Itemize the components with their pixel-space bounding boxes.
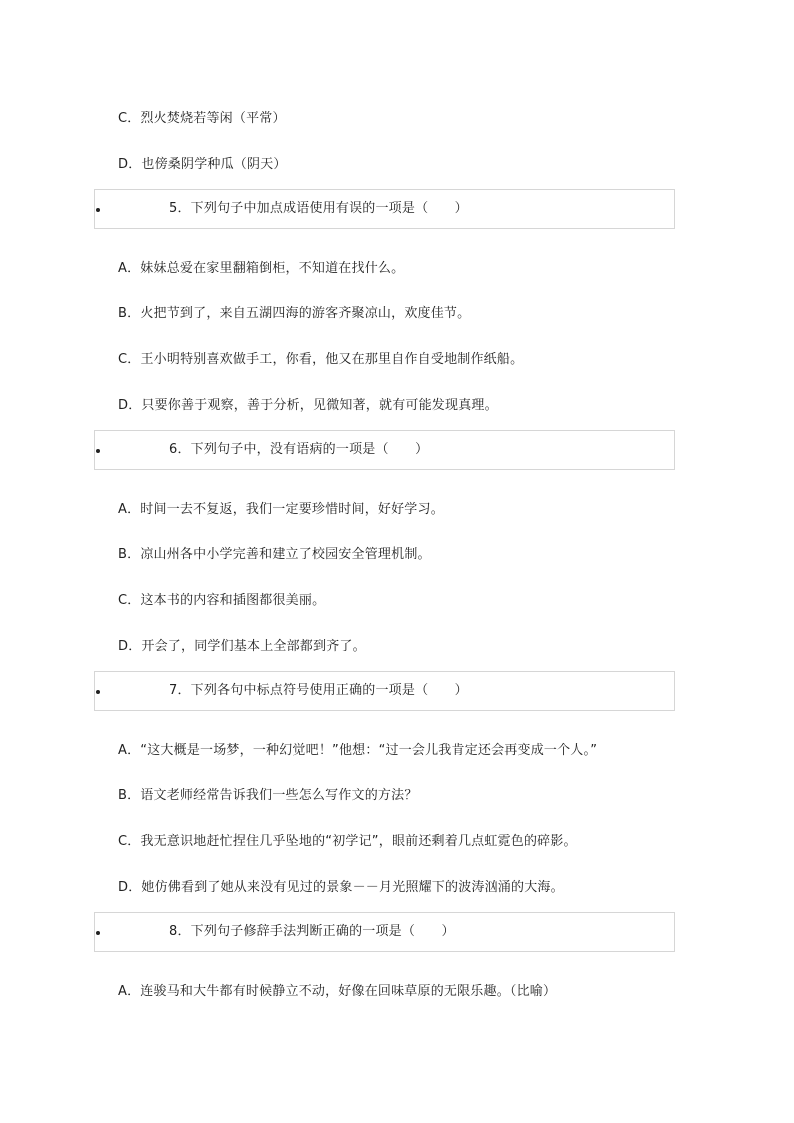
question-box-8	[94, 912, 675, 952]
question-6-text: 6．下列句子中，没有语病的一项是（ ）	[169, 442, 429, 457]
option-a: A．时间一去不复返，我们一定要珍惜时间，好好学习。	[118, 502, 444, 517]
bullet-icon	[96, 449, 100, 453]
question-8-text: 8．下列句子修辞手法判断正确的一项是（ ）	[169, 924, 455, 939]
question-7-text: 7．下列各句中标点符号使用正确的一项是（ ）	[169, 683, 468, 698]
option-d: D．只要你善于观察，善于分析，见微知著，就有可能发现真理。	[118, 398, 498, 413]
option-c: C．这本书的内容和插图都很美丽。	[118, 593, 326, 608]
option-a: A．妹妹总爱在家里翻箱倒柜，不知道在找什么。	[118, 261, 405, 276]
bullet-icon	[96, 931, 100, 935]
bullet-icon	[96, 208, 100, 212]
option-a: A．连骏马和大牛都有时候静立不动，好像在回味草原的无限乐趣。（比喻）	[118, 984, 557, 999]
option-d: D．她仿佛看到了她从来没有见过的景象－－月光照耀下的波涛汹涌的大海。	[118, 880, 564, 895]
option-b: B．火把节到了，来自五湖四海的游客齐聚凉山，欢度佳节。	[118, 306, 471, 321]
question-box-7	[94, 671, 675, 711]
option-d: D．也傍桑阴学种瓜（阴天）	[118, 157, 287, 172]
question-box-6	[94, 430, 675, 470]
option-a: A．“这大概是一场梦，一种幻觉吧！”他想：“过一会儿我肯定还会再变成一个人。”	[118, 743, 598, 758]
option-b: B．凉山州各中小学完善和建立了校园安全管理机制。	[118, 547, 431, 562]
option-c: C．王小明特别喜欢做手工，你看，他又在那里自作自受地制作纸船。	[118, 352, 524, 367]
question-5-text: 5．下列句子中加点成语使用有误的一项是（ ）	[169, 201, 468, 216]
option-c: C．烈火焚烧若等闲（平常）	[118, 111, 286, 126]
option-b: B．语文老师经常告诉我们一些怎么写作文的方法？	[118, 788, 418, 803]
question-box-5	[94, 189, 675, 229]
bullet-icon	[96, 690, 100, 694]
option-c: C．我无意识地赶忙捏住几乎坠地的“初学记”，眼前还剩着几点虹霓色的碎影。	[118, 834, 577, 849]
option-d: D．开会了，同学们基本上全部都到齐了。	[118, 639, 366, 654]
